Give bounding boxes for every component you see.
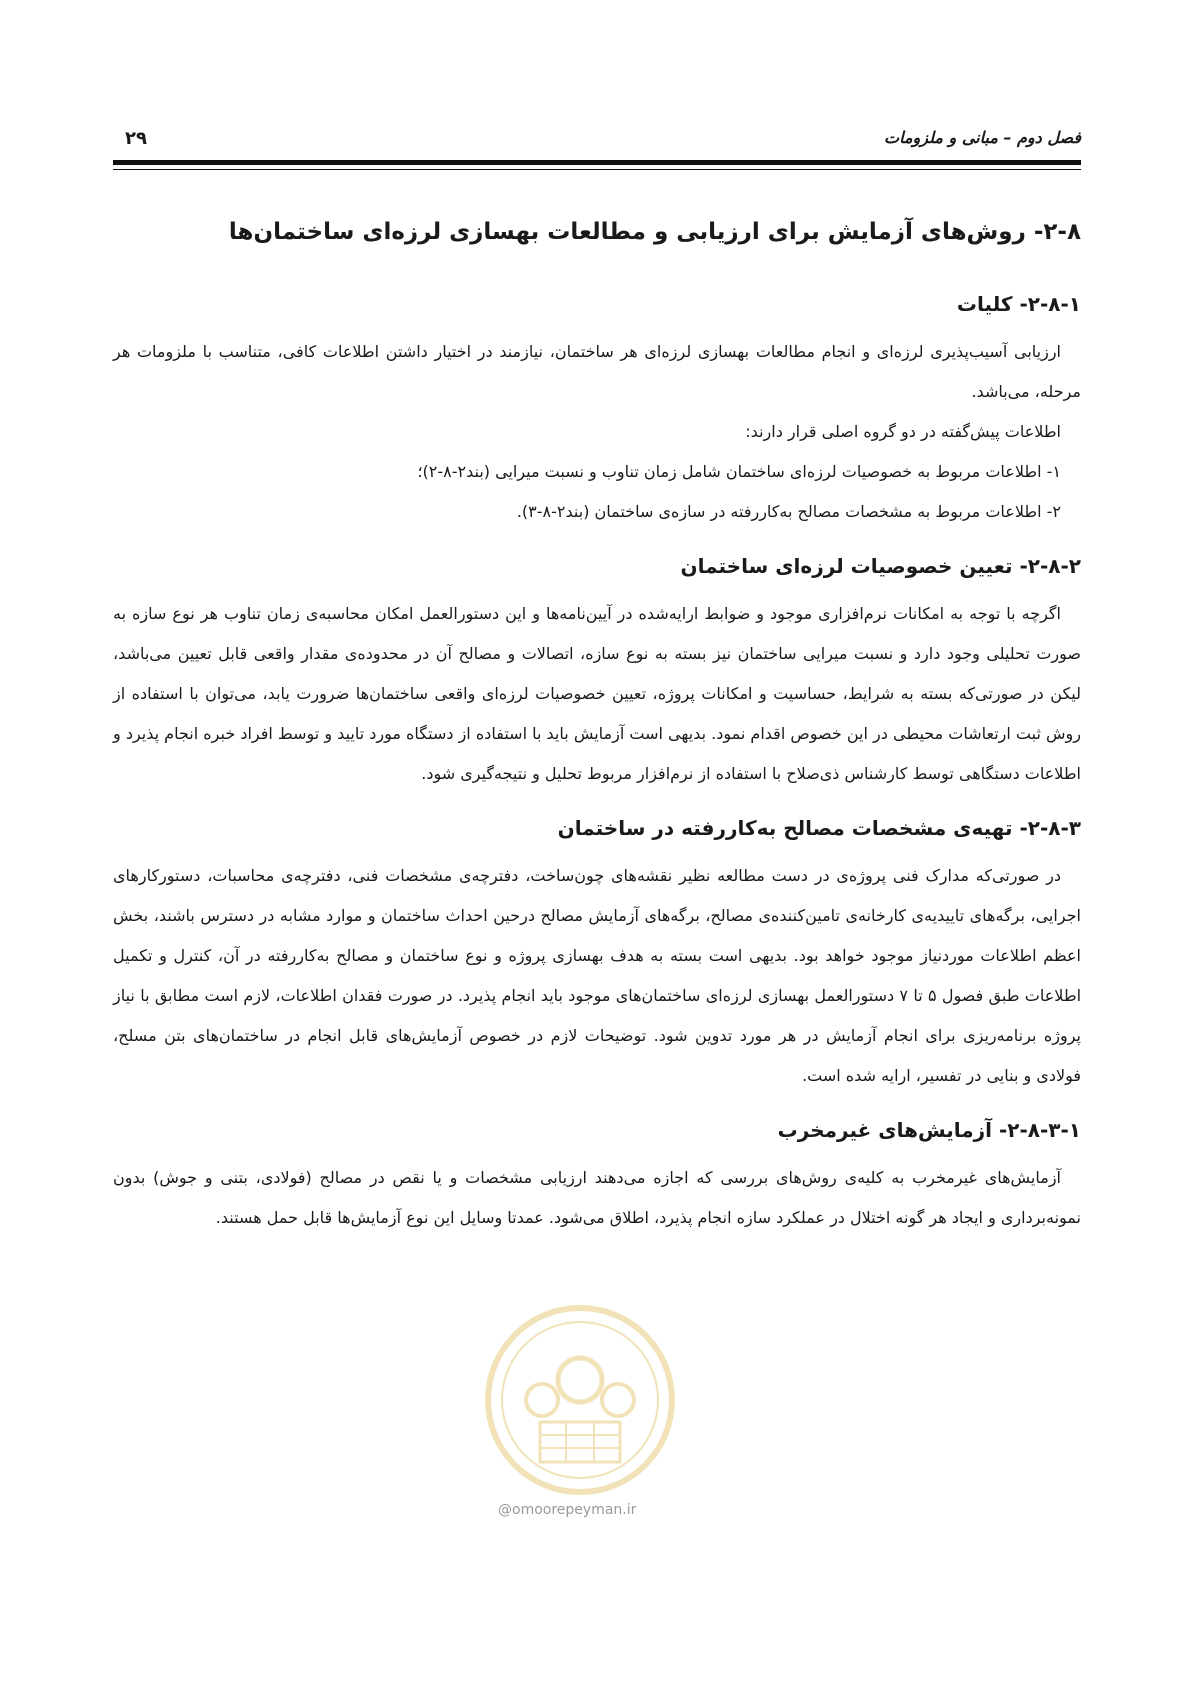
paragraph-intro: اطلاعات پیش‌گفته در دو گروه اصلی قرار دارند: [745,422,1061,441]
page-body [113,200,1081,1238]
heading-seismic-properties: ۲-۸-۲- تعیین خصوصیات لرزه‌ای ساختمان [680,554,1081,578]
heading-material-specs: ۲-۸-۳- تهیه‌ی مشخصات مصالح به‌کاررفته در ساختمان [557,816,1081,840]
heading-general: ۲-۸-۱- کلیات [956,292,1081,316]
paragraph-material-specs: در صورتی‌که مدارک فنی پروژه‌ی در دست مطالعه نظیر نقشه‌های چون‌ساخت، دفترچه‌ی مشخصات فنی، دفترچه‌ی محاسبات، دستورکارهای اجرایی، برگه‌های تاییدیه‌ی کارخانه‌ی تامین‌کننده‌ی مصالح، برگه‌های آزمایش مصالح درحین احداث ساختمان و موارد مشابه در دسترس باشند، بخش اعظم اطلاعات موردنیاز موجود خواهد بود. بدیهی است بسته به هدف بهسازی پروژه و نوع ساختمان و مصالح به‌کاررفته در آن، کنترل و تکمیل اطلاعات طبق فصول ۵ تا ۷ دستورالعمل بهسازی لرزه‌ای ساختمان‌های موجود باید انجام پذیرد. در صورت فقدان اطلاعات، لازم است مطابق با نیاز پروژه برنامه‌ریزی برای انجام آزمایش در هر مورد تدوین شود. توضیحات لازم در خصوص آزمایش‌های قابل انجام در ساختمان‌های بتن مسلح، فولادی و بنایی در تفسیر، ارایه شده است. [113,866,1082,1085]
heading-ndt: ۲-۸-۳-۱- آزمایش‌های غیرمخرب [777,1118,1081,1142]
section-title: ۲-۸- روش‌های آزمایش برای ارزیابی و مطالعات بهسازی لرزه‌ای ساختمان‌ها [228,219,1081,245]
chapter-title: فصل دوم – مبانی و ملزومات [884,128,1081,147]
header-rule-thick [113,160,1081,165]
list-item: ۱- اطلاعات مربوط به خصوصیات لرزه‌ای ساختمان شامل زمان تناوب و نسبت میرایی (بند۲-۸-۲)؛ [417,462,1061,481]
watermark-logo-icon [480,1300,680,1500]
page-header [113,128,1081,152]
page-number: ۲۹ [125,128,147,149]
header-rule-thin [113,169,1081,170]
watermark-url: @omoorepeyman.ir [498,1502,637,1518]
paragraph-seismic-properties: اگرچه با توجه به امکانات نرم‌افزاری موجود و ضوابط ارایه‌شده در آیین‌نامه‌ها و این دستورالعمل امکان محاسبه‌ی زمان تناوب هر نوع سازه به صورت تحلیلی وجود دارد و نسبت میرایی ساختمان نیز بسته به نوع سازه، اتصالات و مصالح آن در محدوده‌ی مقدار واقعی قابل تعیین می‌باشد، لیکن در صورتی‌که بسته به شرایط، حساسیت و امکانات پروژه، تعیین خصوصیات لرزه‌ای واقعی ساختمان‌ها ضرورت یابد، می‌توان با استفاده از روش ثبت ارتعاشات محیطی در این خصوص اقدام نمود. بدیهی است آزمایش باید با استفاده از دستگاه مورد تایید و توسط افراد خبره انجام پذیرد و اطلاعات دستگاهی توسط کارشناس ذی‌صلاح با استفاده از نرم‌افزار مربوط تحلیل و نتیجه‌گیری شود. [113,604,1081,783]
list-item: ۲- اطلاعات مربوط به مشخصات مصالح به‌کاررفته در سازه‌ی ساختمان (بند۲-۸-۳). [516,502,1061,521]
paragraph-general: ارزیابی آسیب‌پذیری لرزه‌ای و انجام مطالعات بهسازی لرزه‌ای هر ساختمان، نیازمند در اختیار داشتن اطلاعات کافی، متناسب با ملزومات هر مرحله، می‌باشد. [113,342,1081,401]
paragraph-ndt: آزمایش‌های غیرمخرب به کلیه‌ی روش‌های بررسی که اجازه می‌دهند ارزیابی مشخصات و یا نقص در مصالح (فولادی، بتنی و جوش) بدون نمونه‌برداری و ایجاد هر گونه اختلال در عملکرد سازه انجام پذیرد، اطلاق می‌شود. عمدتا وسایل این نوع آزمایش‌ها قابل حمل هستند. [113,1168,1081,1227]
